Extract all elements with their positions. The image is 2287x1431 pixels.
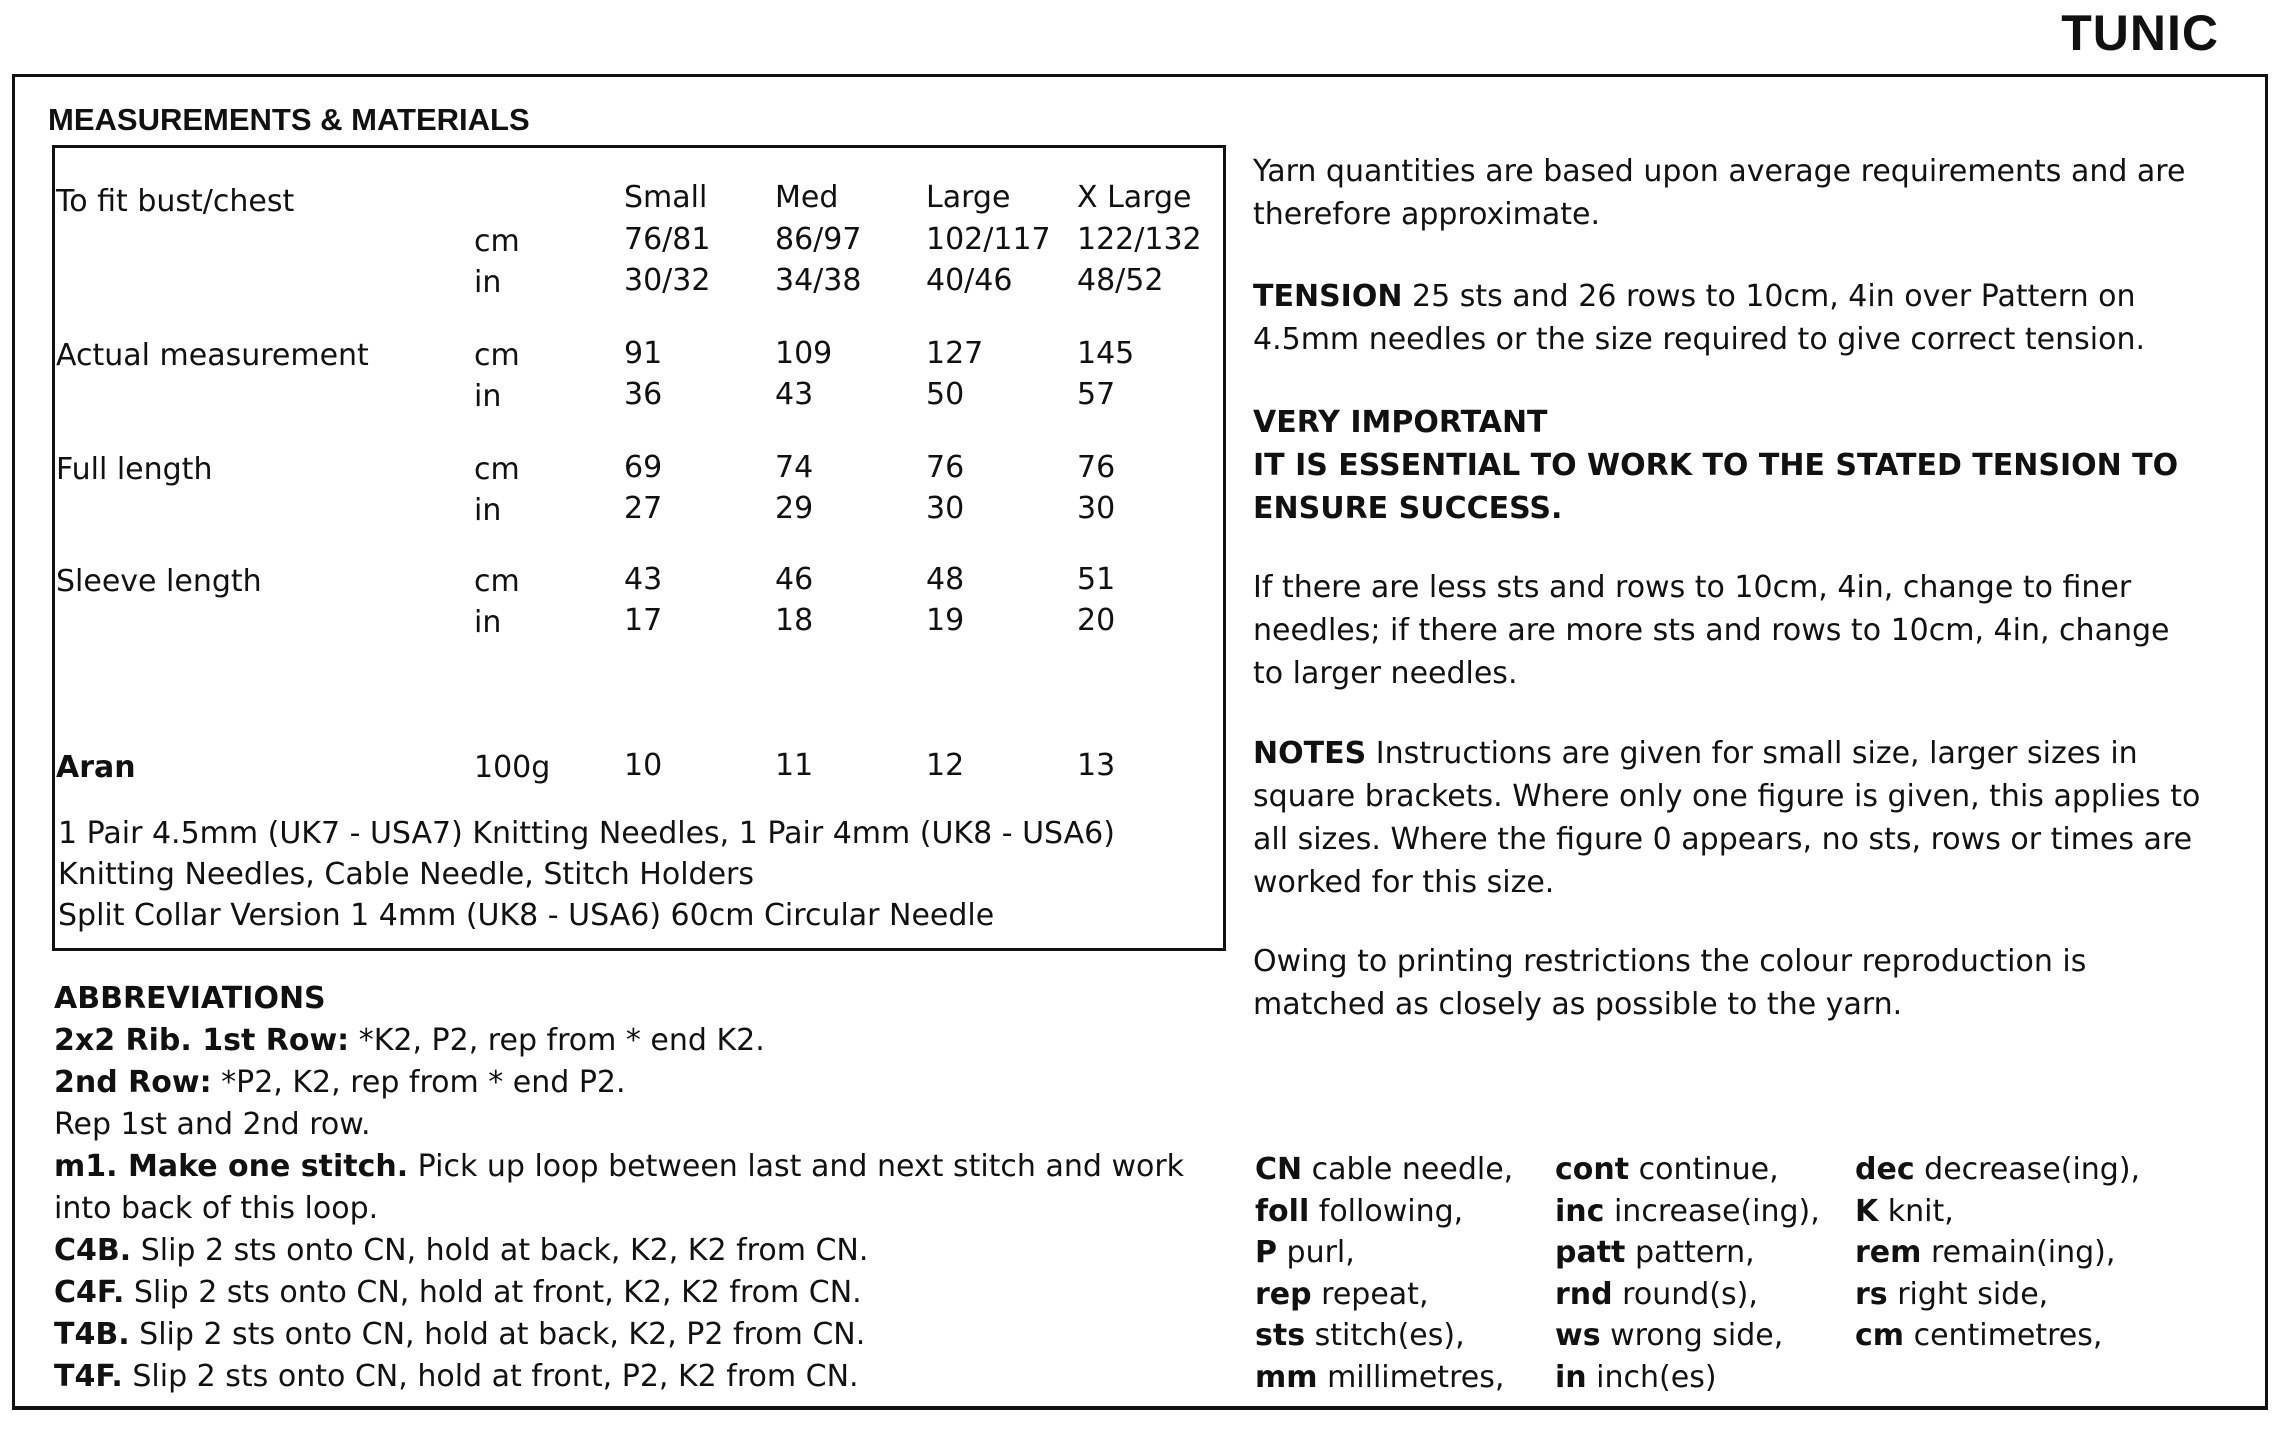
glossary-term: rem [1855,1235,1922,1270]
table-cell: 17 [624,603,663,638]
glossary-term: rnd [1555,1276,1613,1312]
table-cell: 76 [926,450,965,485]
note-line: 4.5mm needles or the size required to give correct tension. [1253,322,2146,357]
table-cell: 12 [926,748,965,783]
measurements-heading: MEASUREMENTS & MATERIALS [48,102,530,137]
unit-label: in [474,265,502,300]
note-line: therefore approximate. [1253,197,1600,232]
table-cell: 30 [1077,491,1116,526]
row-label: Full length [56,452,213,487]
glossary-entry [1255,1357,1513,1399]
glossary-entry [1255,1315,1513,1357]
note-line: ENSURE SUCCESS. [1253,491,1563,526]
table-cell: 19 [926,603,965,638]
note-line: to larger needles. [1253,656,1518,691]
abbrev-term: C4F. [54,1275,125,1310]
glossary-entry [1855,1191,2140,1233]
glossary-def: continue, [1629,1152,1779,1187]
table-cell: 109 [775,336,833,371]
tension-def: 25 sts and 26 rows to 10cm, 4in over Pattern on [1402,279,2136,314]
glossary-entry [1855,1232,2140,1274]
abbreviations-heading: ABBREVIATIONS [54,981,326,1016]
table-cell: 50 [926,377,965,412]
table-cell: 76/81 [624,222,711,257]
glossary-def: round(s), [1612,1276,1758,1312]
glossary-col-2 [1555,1149,1820,1398]
notes-term: NOTES [1253,736,1367,771]
abbrev-def: *P2, K2, rep from * end P2. [211,1065,626,1100]
glossary-term: foll [1255,1193,1310,1229]
tension-term: TENSION [1253,279,1403,314]
glossary-def: decrease(ing), [1914,1152,2141,1187]
glossary-entry [1555,1191,1820,1233]
note-line [1253,732,2200,775]
unit-label: cm [474,224,520,259]
abbrev-line [54,1146,1184,1188]
glossary-entry [1255,1274,1513,1316]
note-line: worked for this size. [1253,865,1555,900]
table-cell: 74 [775,450,814,485]
table-cell: 86/97 [775,222,862,257]
unit-label: in [474,493,502,528]
abbrev-def: *K2, P2, rep from * end K2. [349,1023,765,1058]
size-header: Small [624,180,708,215]
needles-change-note [1253,566,2169,695]
table-cell: 13 [1077,748,1116,783]
abbrev-term: m1. Make one stitch. [54,1149,409,1184]
note-line: IT IS ESSENTIAL TO WORK TO THE STATED TENSION TO [1253,448,2179,483]
row-label: To fit bust/chest [56,184,295,219]
table-cell: 20 [1077,603,1116,638]
table-cell: 29 [775,491,814,526]
glossary-col-1 [1255,1149,1513,1398]
important-note [1253,401,2178,530]
glossary-def: stitch(es), [1305,1318,1465,1353]
table-cell: 48/52 [1077,263,1164,298]
table-cell: 102/117 [926,222,1051,257]
abbrev-def: Slip 2 sts onto CN, hold at back, K2, K2 from CN. [131,1233,869,1268]
glossary-entry [1555,1232,1820,1274]
note-line: square brackets. Where only one figure is given, this applies to [1253,779,2201,814]
table-cell: 46 [775,562,814,597]
glossary-entry [1855,1315,2140,1357]
abbrev-line: into back of this loop. [54,1191,379,1226]
unit-label: in [474,605,502,640]
abbrev-line [54,1272,1184,1314]
table-cell: 69 [624,450,663,485]
note-line: Yarn quantities are based upon average requirements and are [1253,154,2186,189]
needles-line: Split Collar Version 1 4mm (UK8 - USA6) 60cm Circular Needle [58,898,995,933]
glossary-term: rep [1255,1276,1312,1312]
glossary-def: increase(ing), [1604,1193,1820,1229]
abbrev-line [54,1062,1184,1104]
glossary-entry [1855,1274,2140,1316]
table-cell: 91 [624,336,663,371]
table-cell: 76 [1077,450,1116,485]
glossary-col-3 [1855,1149,2140,1357]
table-cell: 30 [926,491,965,526]
abbrev-def: Slip 2 sts onto CN, hold at back, K2, P2 from CN. [129,1317,866,1352]
note-line [1253,275,2145,318]
row-label: Actual measurement [56,338,369,373]
table-cell: 40/46 [926,263,1013,298]
unit-label: cm [474,338,520,373]
abbrev-def: Pick up loop between last and next stitch and work [408,1149,1185,1184]
glossary-def: wrong side, [1600,1318,1784,1353]
abbrev-def: Slip 2 sts onto CN, hold at front, P2, K2 from CN. [122,1359,859,1394]
table-cell: 30/32 [624,263,711,298]
needles-list [58,813,1115,936]
abbrev-term: 2x2 Rib. 1st Row: [54,1023,350,1058]
glossary-def: right side, [1887,1276,2049,1312]
table-cell: 48 [926,562,965,597]
note-line: needles; if there are more sts and rows to 10cm, 4in, change [1253,613,2170,648]
abbrev-def: Slip 2 sts onto CN, hold at front, K2, K2 from CN. [124,1275,862,1310]
table-cell: 122/132 [1077,222,1202,257]
glossary-term: P [1255,1235,1277,1270]
glossary-def: remain(ing), [1921,1235,2116,1270]
glossary-term: patt [1555,1235,1626,1270]
abbrev-term: C4B. [54,1233,132,1268]
size-header: Large [926,180,1011,215]
table-cell: 34/38 [775,263,862,298]
unit-label: cm [474,564,520,599]
table-cell: 127 [926,336,984,371]
glossary-term: K [1855,1193,1879,1229]
glossary-entry [1255,1232,1513,1274]
abbrev-term: T4B. [54,1317,130,1352]
glossary-def: centimetres, [1904,1318,2103,1353]
note-line: Owing to printing restrictions the colour reproduction is [1253,944,2087,979]
abbrev-line [54,1314,1184,1356]
unit-label: in [474,379,502,414]
glossary-term: inc [1555,1193,1605,1229]
table-cell: 11 [775,748,814,783]
needles-line: Knitting Needles, Cable Needle, Stitch Holders [58,857,754,892]
size-header: Med [775,180,839,215]
glossary-term: rs [1855,1276,1888,1312]
table-cell: 43 [624,562,663,597]
glossary-term: ws [1555,1318,1601,1353]
note-line: If there are less sts and rows to 10cm, 4in, change to finer [1253,570,2132,605]
abbrev-term: T4F. [54,1359,123,1394]
abbrev-line [54,1020,1184,1062]
row-label: Sleeve length [56,564,262,599]
glossary-def: millimetres, [1317,1359,1505,1395]
note-line: VERY IMPORTANT [1253,405,1548,440]
table-cell: 18 [775,603,814,638]
table-cell: 36 [624,377,663,412]
glossary-entry [1255,1191,1513,1233]
needles-line: 1 Pair 4.5mm (UK7 - USA7) Knitting Needles, 1 Pair 4mm (UK8 - USA6) [58,816,1115,851]
abbrev-line [54,1230,1184,1272]
sizing-notes [1253,732,2200,904]
table-cell: 43 [775,377,814,412]
glossary-term: cont [1555,1152,1630,1187]
glossary-entry [1555,1149,1820,1191]
glossary-def: repeat, [1311,1276,1429,1312]
glossary-term: sts [1255,1318,1306,1353]
table-cell: 51 [1077,562,1116,597]
unit-label: cm [474,452,520,487]
yarn-label: Aran [56,750,136,785]
yarn-quantities-note [1253,150,2185,236]
glossary-def: inch(es) [1586,1359,1717,1395]
colour-note [1253,940,2086,1026]
page-title: TUNIC [2061,5,2219,61]
glossary-term: mm [1255,1359,1318,1395]
abbrev-term: 2nd Row: [54,1065,212,1100]
table-cell: 27 [624,491,663,526]
table-cell: 10 [624,748,663,783]
glossary-term: cm [1855,1318,1905,1353]
glossary-term: CN [1255,1152,1303,1187]
glossary-term: in [1555,1359,1587,1395]
glossary-def: knit, [1878,1193,1954,1229]
note-line: all sizes. Where the figure 0 appears, no sts, rows or times are [1253,822,2193,857]
note-line: matched as closely as possible to the yarn. [1253,987,1903,1022]
size-header: X Large [1077,180,1192,215]
glossary-def: following, [1309,1193,1464,1229]
glossary-entry [1555,1357,1820,1399]
abbrev-line: Rep 1st and 2nd row. [54,1107,371,1142]
abbrev-line [54,1356,1184,1398]
glossary-def: cable needle, [1302,1152,1514,1187]
abbreviations-section [54,978,1184,1398]
yarn-unit: 100g [474,750,551,785]
glossary-term: dec [1855,1152,1915,1187]
glossary-def: purl, [1277,1235,1355,1270]
glossary-entry [1855,1149,2140,1191]
glossary-def: pattern, [1625,1235,1755,1270]
notes-def: Instructions are given for small size, larger sizes in [1366,736,2138,771]
glossary-entry [1555,1315,1820,1357]
glossary-entry [1255,1149,1513,1191]
glossary-entry [1555,1274,1820,1316]
table-cell: 57 [1077,377,1116,412]
table-cell: 145 [1077,336,1135,371]
tension-note [1253,275,2145,361]
